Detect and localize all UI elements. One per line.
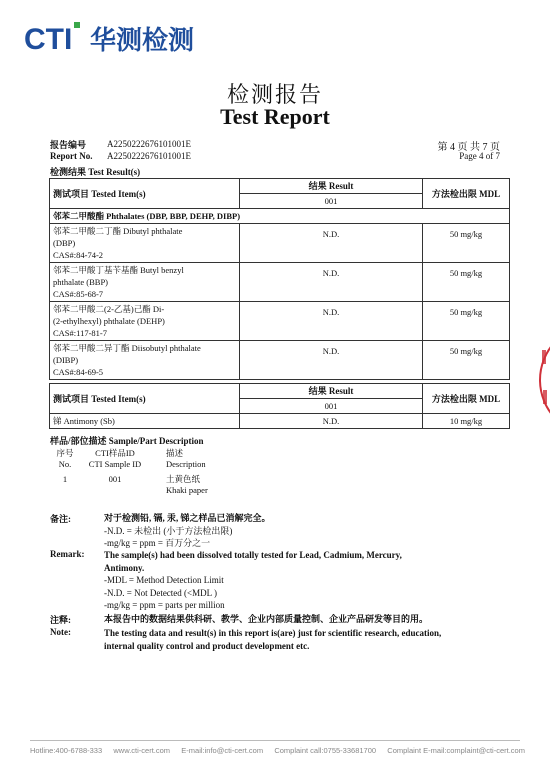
sample-col-id: CTI样品ID CTI Sample ID 001: [88, 448, 142, 484]
note-cn-text: 本报告中的数据结果供科研、教学、企业内部质量控制、企业产品研发等目的用。: [104, 614, 429, 624]
table-group-row: [50, 209, 510, 224]
table-header-row: [50, 179, 510, 194]
note-en-text: The testing data and result(s) in this report is(are) just for scientific research, education, internal quality control and product development etc.: [104, 628, 442, 651]
item-cell: 锑 Antimony (Sb): [50, 414, 240, 429]
result-cell: N.D.: [240, 341, 423, 380]
header-result: 结果 Result: [240, 179, 423, 194]
cti-logo: [24, 18, 224, 58]
document-title-cn: 检测报告: [226, 83, 323, 108]
header-sample-id: 001: [240, 399, 423, 414]
sample-col-no: 序号 No. 1: [56, 448, 74, 484]
footer-email: E-mail:info@cti-cert.com: [181, 746, 264, 755]
sample-col-description: 描述 Description 土黄色纸 Khaki paper: [166, 448, 208, 495]
logo-brand-text: CTI: [24, 23, 73, 56]
sample-heading: 样品/部位描述 Sample/Part Description: [50, 436, 204, 446]
remark-cn-text: 对于检测铅, 镉, 汞, 锑之样品已消解完全。 -N.D. = 未检出 (小于方法检出限) -mg/kg = ppm = 百万分之一: [104, 513, 271, 548]
results-table-phthalates: [49, 178, 510, 380]
logo-accent-mark: [74, 22, 80, 28]
logo-cn-name: 华测检测: [90, 26, 195, 56]
table-row: 邻苯二甲酸二丁酯 Dibutyl phthalate (DBP) CAS#:84-74-2 N.D. 50 mg/kg: [50, 224, 510, 263]
report-no-value-1: A2250222676101001E: [107, 139, 191, 149]
report-no-label-en: Report No.: [50, 151, 93, 161]
note-cn-label: 注释:: [50, 615, 71, 625]
mdl-cell: 50 mg/kg: [423, 302, 510, 341]
header-mdl: 方法检出限 MDL: [423, 384, 510, 414]
header-tested-item: 测试项目 Tested Item(s): [50, 384, 240, 414]
mdl-cell: 50 mg/kg: [423, 263, 510, 302]
document-title-en: Test Report: [220, 104, 330, 129]
report-no-label-cn: 报告编号: [50, 140, 87, 150]
header-sample-id: 001: [240, 194, 423, 209]
footer-website: www.cti-cert.com: [113, 746, 171, 755]
footer: [30, 746, 525, 755]
result-cell: N.D.: [240, 263, 423, 302]
result-cell: N.D.: [240, 224, 423, 263]
report-no-value-2: A2250222676101001E: [107, 151, 191, 161]
table-row: 邻苯二甲酸丁基苄基酯 Butyl benzyl phthalate (BBP) CAS#:85-68-7 N.D. 50 mg/kg: [50, 263, 510, 302]
remark-en-label: Remark:: [50, 549, 85, 559]
result-cell: N.D.: [240, 414, 423, 429]
header-tested-item: 测试项目 Tested Item(s): [50, 179, 240, 209]
note-en-label: Note:: [50, 627, 71, 637]
footer-complaint-call: Complaint call:0755-33681700: [274, 746, 377, 755]
table-header-row: [50, 384, 510, 399]
results-table-antimony: [49, 383, 510, 429]
mdl-cell: 50 mg/kg: [423, 341, 510, 380]
table-row: [50, 414, 510, 429]
mdl-cell: 10 mg/kg: [423, 414, 510, 429]
remark-en-text: The sample(s) had been dissolved totally tested for Lead, Cadmium, Mercury, Antimony. -MDL = Method Detection Limit -N.D. = Not Detected (<MDL ) -mg/kg = ppm = parts per million: [104, 550, 402, 610]
table-row: 邻苯二甲酸二异丁酯 Diisobutyl phthalate (DIBP) CAS#:84-69-5 N.D. 50 mg/kg: [50, 341, 510, 380]
footer-hotline: Hotline:400-6788-333: [30, 746, 103, 755]
mdl-cell: 50 mg/kg: [423, 224, 510, 263]
footer-complaint-email: Complaint E-mail:complaint@cti-cert.com: [387, 746, 525, 755]
result-cell: N.D.: [240, 302, 423, 341]
footer-divider: [30, 740, 520, 741]
page-number-en: Page 4 of 7: [459, 151, 500, 161]
remark-cn-label: 备注:: [50, 514, 71, 524]
header-result: 结果 Result: [240, 384, 423, 399]
seal-stamp: [536, 320, 550, 440]
group-label: 邻苯二甲酸酯 Phthalates (DBP, BBP, DEHP, DIBP): [50, 209, 510, 224]
header-mdl: 方法检出限 MDL: [423, 179, 510, 209]
results-heading: 检测结果 Test Result(s): [50, 167, 141, 177]
table-row: 邻苯二甲酸二(2-乙基)己酯 Di- (2-ethylhexyl) phthalate (DEHP) CAS#:117-81-7 N.D. 50 mg/kg: [50, 302, 510, 341]
page-number-cn: 第 4 页 共 7 页: [437, 142, 500, 153]
